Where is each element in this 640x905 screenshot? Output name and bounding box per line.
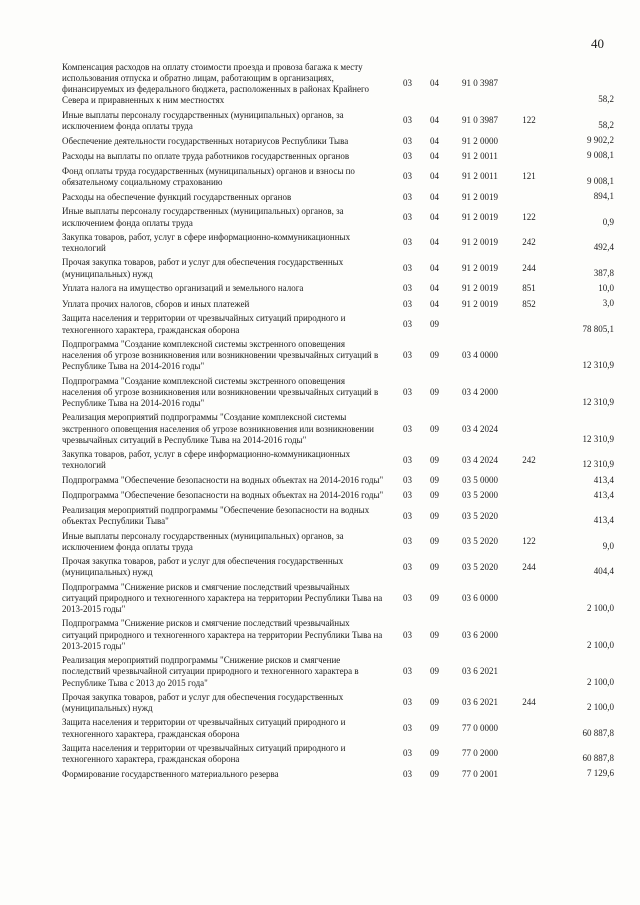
row-subsection-code: 09	[430, 536, 439, 547]
table-row	[62, 190, 614, 205]
row-section-code: 03	[403, 115, 412, 126]
table-row	[62, 312, 614, 338]
row-section-code: 03	[403, 191, 412, 202]
row-subsection-code: 09	[430, 748, 439, 759]
row-item-name: Обеспечение деятельности государственных нотариусов Республики Тыва	[62, 135, 349, 146]
row-section-code: 03	[403, 171, 412, 182]
row-item-name: Закупка товаров, работ, услуг в сфере информационно-коммуникационных технологий	[62, 449, 351, 471]
row-subsection-code: 09	[430, 666, 439, 677]
row-expense-type-code: 122	[522, 115, 536, 126]
table-row	[62, 580, 614, 617]
row-section-code: 03	[403, 697, 412, 708]
row-target-article-code: 91 2 0019	[462, 262, 498, 273]
table-row	[62, 555, 614, 581]
row-subsection-code: 09	[430, 561, 439, 572]
table-row	[62, 690, 614, 716]
row-target-article-code: 03 6 2021	[462, 666, 498, 677]
row-expense-type-code: 242	[522, 237, 536, 248]
row-amount: 12 310,9	[582, 433, 614, 444]
row-subsection-code: 09	[430, 475, 439, 485]
row-item-name: Реализация мероприятий подпрограммы "Создание комплексной системы экстренного оповещения населения об угрозе возникновения или возникновении чрезвычайных ситуаций в Республике Тыва на 2014-2016 годы"	[62, 412, 374, 445]
row-amount: 387,8	[593, 267, 614, 278]
row-item-name: Иные выплаты персоналу государственных (муниципальных) органов, за исключением фонда оплаты труда	[62, 530, 344, 552]
row-section-code: 03	[403, 386, 412, 397]
row-section-code: 03	[403, 283, 412, 294]
row-target-article-code: 03 5 2020	[462, 561, 498, 572]
row-target-article-code: 77 0 2000	[462, 748, 498, 759]
row-target-article-code: 91 2 0019	[462, 298, 498, 309]
row-item-name: Компенсация расходов на оплату стоимости проезда и провоза багажа к месту использования отпуска и обратно лицам, работающим в организациях, финансируемых из федерального бюджета, расположенных в районах Крайнего Севера и приравненных к ним местностях	[62, 61, 369, 106]
row-section-code: 03	[403, 135, 412, 146]
row-section-code: 03	[403, 262, 412, 273]
row-amount: 12 310,9	[582, 459, 614, 470]
table-row	[62, 256, 614, 282]
row-section-code: 03	[403, 722, 412, 733]
row-amount: 58,2	[598, 94, 614, 105]
row-subsection-code: 09	[430, 318, 439, 329]
row-subsection-code: 09	[430, 350, 439, 360]
row-target-article-code: 03 4 2024	[462, 423, 498, 434]
table-row	[62, 448, 614, 474]
row-subsection-code: 04	[430, 298, 439, 309]
row-target-article-code: 03 5 2020	[462, 536, 498, 547]
row-target-article-code: 91 0 3987	[462, 78, 498, 89]
row-amount: 9 008,1	[587, 150, 614, 161]
row-section-code: 03	[403, 629, 412, 640]
row-expense-type-code: 244	[522, 697, 536, 708]
row-expense-type-code: 851	[522, 283, 536, 294]
row-target-article-code: 03 5 2020	[462, 510, 498, 521]
row-section-code: 03	[403, 490, 412, 501]
row-section-code: 03	[403, 211, 412, 222]
table-row	[62, 60, 614, 108]
row-section-code: 03	[403, 78, 412, 89]
row-target-article-code: 77 0 0000	[462, 722, 498, 733]
row-section-code: 03	[403, 237, 412, 248]
row-expense-type-code: 852	[522, 298, 536, 309]
row-amount: 7 129,6	[587, 768, 614, 779]
row-section-code: 03	[403, 318, 412, 329]
row-amount: 9 902,2	[587, 135, 614, 145]
row-item-name: Прочая закупка товаров, работ и услуг для обеспечения государственных (муниципальных) нужд	[62, 257, 344, 279]
table-row	[62, 297, 614, 312]
row-target-article-code: 91 2 0019	[462, 211, 498, 222]
row-item-name: Прочая закупка товаров, работ и услуг для обеспечения государственных (муниципальных) нужд	[62, 556, 344, 578]
table-row	[62, 741, 614, 767]
row-subsection-code: 09	[430, 592, 439, 603]
row-target-article-code: 91 2 0019	[462, 283, 498, 294]
row-subsection-code: 09	[430, 722, 439, 733]
row-target-article-code: 91 2 0019	[462, 191, 498, 202]
row-item-name: Защита населения и территории от чрезвычайных ситуаций природного и техногенного характера, гражданская оборона	[62, 742, 346, 764]
row-subsection-code: 09	[430, 490, 439, 501]
row-target-article-code: 03 5 2000	[462, 490, 498, 501]
row-amount: 2 100,0	[587, 702, 614, 712]
row-subsection-code: 04	[430, 262, 439, 273]
row-section-code: 03	[403, 592, 412, 603]
row-subsection-code: 04	[430, 78, 439, 89]
row-section-code: 03	[403, 298, 412, 309]
row-expense-type-code: 244	[522, 262, 536, 273]
table-row	[62, 654, 614, 691]
row-expense-type-code: 122	[522, 211, 536, 222]
table-row	[62, 374, 614, 411]
row-amount: 9,0	[602, 540, 614, 551]
row-item-name: Расходы на выплаты по оплате труда работников государственных органов	[62, 150, 350, 161]
table-row	[62, 149, 614, 164]
row-subsection-code: 09	[430, 629, 439, 640]
row-section-code: 03	[403, 475, 412, 485]
row-expense-type-code: 242	[522, 454, 536, 465]
row-item-name: Защита населения и территории от чрезвычайных ситуаций природного и техногенного характера, гражданская оборона	[62, 313, 346, 335]
row-amount: 2 100,0	[587, 603, 614, 613]
row-target-article-code: 91 2 0019	[462, 237, 498, 248]
row-section-code: 03	[403, 510, 412, 521]
table-row	[62, 716, 614, 742]
row-amount: 12 310,9	[582, 397, 614, 407]
row-amount: 60 887,8	[582, 727, 614, 738]
row-subsection-code: 09	[430, 697, 439, 708]
row-item-name: Подпрограмма "Создание комплексной системы экстренного оповещения населения об угрозе возникновения или возникновении чрезвычайных ситуаций в Республике Тыва на 2014-2016 годы"	[62, 375, 379, 408]
table-row	[62, 164, 614, 190]
row-target-article-code: 91 2 0011	[462, 150, 498, 161]
table-row	[62, 281, 614, 296]
table-row	[62, 617, 614, 654]
row-section-code: 03	[403, 748, 412, 759]
row-target-article-code: 03 6 0000	[462, 592, 498, 603]
row-amount: 10,0	[598, 282, 614, 293]
row-item-name: Защита населения и территории от чрезвычайных ситуаций природного и техногенного характера, гражданская оборона	[62, 717, 346, 739]
table-row	[62, 108, 614, 134]
row-target-article-code: 03 6 2000	[462, 629, 498, 640]
row-subsection-code: 09	[430, 510, 439, 521]
row-subsection-code: 04	[430, 135, 439, 146]
row-subsection-code: 04	[430, 115, 439, 126]
row-item-name: Реализация мероприятий подпрограммы "Обеспечение безопасности на водных объектах Республики Тыва"	[62, 505, 370, 527]
row-amount: 413,4	[593, 474, 614, 485]
row-item-name: Расходы на обеспечение функций государственных органов	[62, 191, 292, 202]
row-item-name: Подпрограмма "Обеспечение безопасности на водных объектах на 2014-2016 годы"	[62, 475, 384, 485]
row-amount: 2 100,0	[587, 639, 614, 650]
row-amount: 894,1	[593, 191, 614, 201]
row-item-name: Уплата прочих налогов, сборов и иных платежей	[62, 298, 250, 309]
row-amount: 492,4	[593, 242, 614, 252]
row-section-code: 03	[403, 561, 412, 572]
table-row	[62, 230, 614, 256]
table-row	[62, 473, 614, 488]
row-amount: 413,4	[593, 515, 614, 526]
row-section-code: 03	[403, 454, 412, 465]
table-row	[62, 205, 614, 231]
row-amount: 58,2	[598, 119, 614, 130]
row-target-article-code: 03 5 0000	[462, 475, 498, 485]
row-subsection-code: 09	[430, 768, 439, 779]
row-target-article-code: 03 6 2021	[462, 697, 498, 708]
row-subsection-code: 04	[430, 211, 439, 222]
row-subsection-code: 09	[430, 386, 439, 397]
row-item-name: Иные выплаты персоналу государственных (муниципальных) органов, за исключением фонда оплаты труда	[62, 206, 344, 228]
row-item-name: Прочая закупка товаров, работ и услуг для обеспечения государственных (муниципальных) нужд	[62, 691, 344, 713]
row-target-article-code: 03 4 0000	[462, 350, 498, 360]
row-item-name: Фонд оплаты труда государственных (муниципальных) органов и взносы по обязательному социальному страхованию	[62, 165, 355, 187]
table-row	[62, 488, 614, 503]
row-amount: 12 310,9	[582, 360, 614, 371]
row-subsection-code: 04	[430, 191, 439, 202]
row-target-article-code: 03 4 2024	[462, 454, 498, 465]
row-amount: 0,9	[602, 216, 614, 227]
row-target-article-code: 03 4 2000	[462, 386, 498, 397]
budget-table	[62, 60, 614, 782]
row-target-article-code: 91 0 3987	[462, 115, 498, 126]
row-section-code: 03	[403, 768, 412, 779]
row-item-name: Закупка товаров, работ, услуг в сфере информационно-коммуникационных технологий	[62, 231, 351, 253]
row-item-name: Подпрограмма "Создание комплексной системы экстренного оповещения населения об угрозе возникновения или возникновении чрезвычайных ситуаций в Республике Тыва на 2014-2016 годы"	[62, 338, 379, 372]
row-section-code: 03	[403, 536, 412, 547]
table-row	[62, 337, 614, 374]
table-row	[62, 134, 614, 149]
row-subsection-code: 09	[430, 454, 439, 465]
row-target-article-code: 91 2 0011	[462, 171, 498, 182]
table-row	[62, 504, 614, 530]
row-expense-type-code: 121	[522, 171, 536, 182]
table-row	[62, 767, 614, 782]
row-item-name: Реализация мероприятий подпрограммы "Снижение рисков и смягчение последствий чрезвычайной ситуации природного и техногенного характера в Республике Тыва с 2013 до 2015 года"	[62, 655, 359, 688]
row-section-code: 03	[403, 150, 412, 161]
row-item-name: Уплата налога на имущество организаций и земельного налога	[62, 283, 304, 294]
row-item-name: Формирование государственного материального резерва	[62, 768, 279, 779]
row-amount: 9 008,1	[587, 175, 614, 186]
row-section-code: 03	[403, 423, 412, 434]
row-item-name: Подпрограмма "Обеспечение безопасности на водных объектах на 2014-2016 годы"	[62, 490, 384, 501]
row-subsection-code: 09	[430, 423, 439, 434]
row-subsection-code: 04	[430, 283, 439, 294]
row-subsection-code: 04	[430, 171, 439, 182]
row-amount: 413,4	[593, 489, 614, 500]
row-item-name: Иные выплаты персоналу государственных (муниципальных) органов, за исключением фонда оплаты труда	[62, 109, 344, 131]
row-subsection-code: 04	[430, 237, 439, 248]
row-expense-type-code: 244	[522, 561, 536, 572]
row-subsection-code: 04	[430, 150, 439, 161]
row-item-name: Подпрограмма "Снижение рисков и смягчение последствий чрезвычайных ситуаций природного и техногенного характера на территории Республики Тыва на 2013-2015 годы"	[62, 581, 383, 614]
row-amount: 2 100,0	[587, 676, 614, 687]
row-section-code: 03	[403, 666, 412, 677]
row-amount: 60 887,8	[582, 753, 614, 763]
row-target-article-code: 77 0 2001	[462, 768, 498, 779]
table-row	[62, 529, 614, 555]
row-expense-type-code: 122	[522, 536, 536, 547]
row-item-name: Подпрограмма "Снижение рисков и смягчение последствий чрезвычайных ситуаций природного и техногенного характера на территории Республики Тыва на 2013-2015 годы"	[62, 618, 383, 651]
table-row	[62, 411, 614, 448]
row-target-article-code: 91 2 0000	[462, 135, 498, 146]
row-amount: 404,4	[593, 566, 614, 577]
row-amount: 3,0	[602, 298, 614, 308]
row-amount: 78 805,1	[582, 323, 614, 334]
row-section-code: 03	[403, 350, 412, 360]
page-number: 40	[591, 36, 604, 51]
